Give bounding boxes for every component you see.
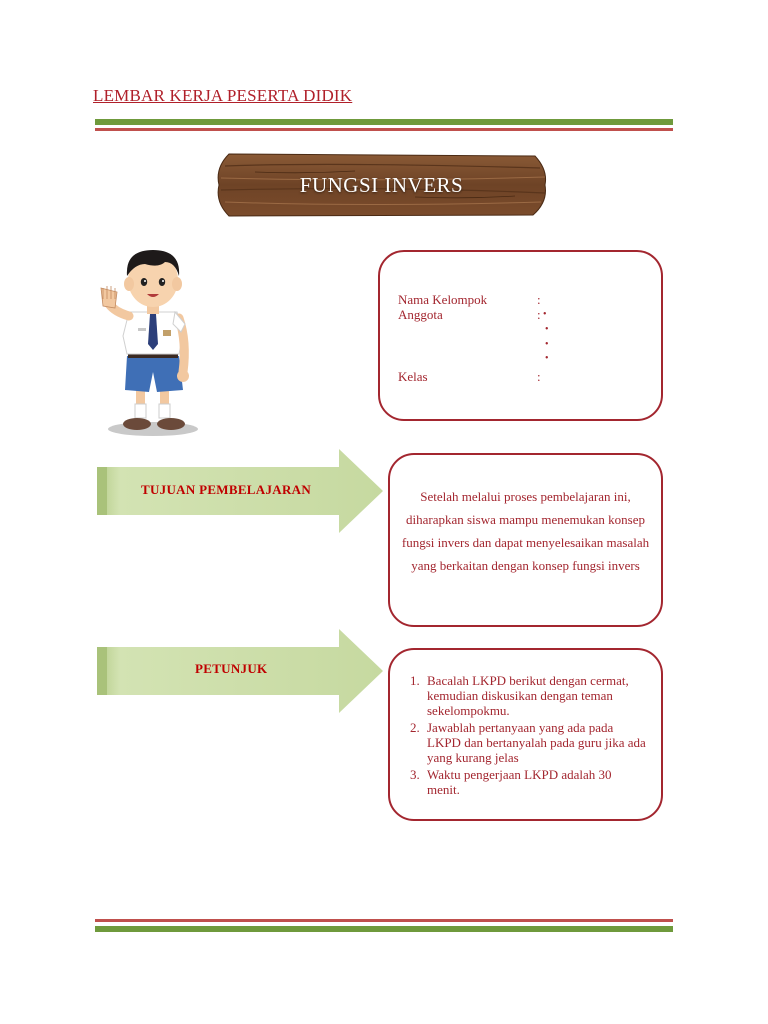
top-rule-red: [95, 128, 673, 131]
member-bullet: •: [543, 309, 547, 320]
objectives-card: [388, 453, 663, 627]
objectives-text: Setelah melalui proses pembelajaran ini, diharapkan siswa mampu menemukan konsep fungsi invers dan dapat menyelesaikan masalah yang berkaitan dengan konsep fungsi invers: [401, 489, 650, 573]
instruction-step: 2. Jawablah pertanyaan yang ada pada LKPD dan bertanyalah pada guru jika ada yang kurang jelas: [410, 720, 646, 765]
instructions-card: [388, 648, 663, 821]
members-separator: :: [537, 307, 541, 322]
member-bullet: •: [545, 324, 549, 335]
member-bullet: •: [545, 353, 549, 364]
class-label: Kelas: [398, 369, 428, 384]
group-info-card: [378, 250, 663, 421]
instructions-label: PETUNJUK: [195, 661, 268, 676]
class-separator: :: [537, 369, 541, 384]
member-bullet: •: [545, 339, 549, 350]
bottom-rule-green: [95, 926, 673, 932]
bottom-rule-red: [95, 919, 673, 922]
top-rule-green: [95, 119, 673, 125]
objectives-label: TUJUAN PEMBELAJARAN: [141, 482, 312, 497]
instruction-step: 3. Waktu pengerjaan LKPD adalah 30 menit.: [410, 767, 612, 797]
worksheet-topic-title: FUNGSI INVERS: [299, 172, 464, 197]
student-illustration: [95, 244, 210, 439]
instruction-step: 1. Bacalah LKPD berikut dengan cermat, kemudian diskusikan dengan teman sekelompokmu.: [410, 673, 629, 718]
document-title: LEMBAR KERJA PESERTA DIDIK: [93, 86, 353, 105]
members-label: Anggota: [398, 307, 443, 322]
group-name-separator: :: [537, 292, 541, 307]
instructions-list: [410, 673, 647, 799]
group-name-label: Nama Kelompok: [398, 292, 488, 307]
